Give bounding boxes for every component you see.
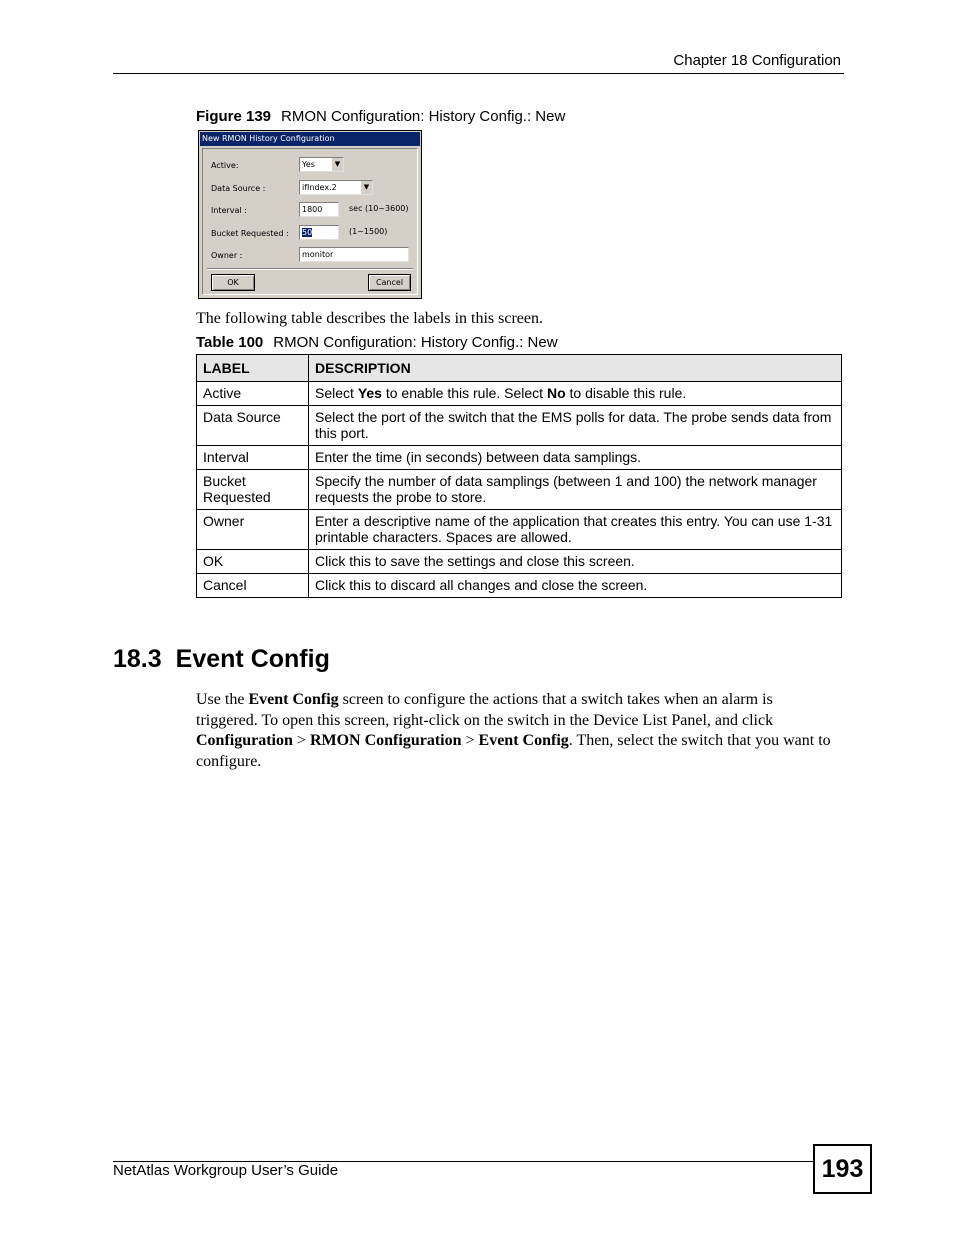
row-label: Owner <box>197 510 309 550</box>
row-label: OK <box>197 550 309 574</box>
owner-label: Owner : <box>211 251 243 260</box>
dialog-separator <box>207 268 413 270</box>
table-row <box>197 470 842 510</box>
table-row <box>197 574 842 598</box>
para-text: > <box>292 732 310 749</box>
bucket-requested-hint: (1~1500) <box>349 227 388 236</box>
table-label: Table 100 <box>196 334 264 351</box>
row-description: Click this to discard all changes and close the screen. <box>309 574 842 598</box>
table-header-row <box>197 355 842 382</box>
table-row <box>197 510 842 550</box>
table-row <box>197 406 842 446</box>
ok-button[interactable]: OK <box>211 274 255 291</box>
para-bold: Event Config <box>478 732 569 749</box>
chevron-down-icon[interactable]: ▼ <box>360 181 372 194</box>
row-label: Bucket Requested <box>197 470 309 510</box>
row-label: Interval <box>197 446 309 470</box>
bucket-requested-label: Bucket Requested : <box>211 229 289 238</box>
section-paragraph <box>196 690 836 772</box>
bucket-requested-input[interactable] <box>299 225 339 240</box>
para-bold: Event Config <box>248 691 339 708</box>
interval-input[interactable]: 1800 <box>299 202 339 217</box>
desc-text: Select <box>315 385 358 401</box>
active-select[interactable] <box>299 157 344 172</box>
desc-text: to enable this rule. Select <box>381 385 547 401</box>
para-bold: Configuration <box>196 732 293 749</box>
section-heading <box>113 645 330 674</box>
bucket-requested-value: 50 <box>302 228 313 237</box>
table-caption <box>196 334 558 351</box>
data-source-select[interactable] <box>299 180 373 195</box>
para-text: > <box>461 732 479 749</box>
page-number: 193 <box>813 1144 872 1194</box>
figure-title: RMON Configuration: History Config.: New <box>281 108 566 125</box>
interval-hint: sec (10~3600) <box>349 204 409 213</box>
desc-text: to disable this rule. <box>565 385 687 401</box>
figure-label: Figure 139 <box>196 108 272 125</box>
active-select-value: Yes <box>302 160 315 169</box>
header-rule <box>113 73 844 74</box>
row-description: Enter a descriptive name of the application that creates this entry. You can use 1-31 printable characters. Spaces are allowed. <box>309 510 842 550</box>
para-text: screen to configure the actions that a switch takes when an alarm is triggered. To open this screen, right-click on the switch in the Device List Panel, and click <box>196 691 774 729</box>
row-description: Enter the time (in seconds) between data samplings. <box>309 446 842 470</box>
dialog-body <box>202 148 418 295</box>
row-label: Active <box>197 382 309 406</box>
figure-caption <box>196 108 565 125</box>
row-label: Data Source <box>197 406 309 446</box>
running-header: Chapter 18 Configuration <box>673 52 841 69</box>
table-row <box>197 446 842 470</box>
section-number: 18.3 <box>113 645 162 673</box>
active-label: Active: <box>211 161 239 170</box>
footer-guide-title: NetAtlas Workgroup User’s Guide <box>113 1162 339 1179</box>
table-title: RMON Configuration: History Config.: New <box>273 334 558 351</box>
cancel-button[interactable]: Cancel <box>368 274 411 291</box>
owner-input[interactable]: monitor <box>299 247 409 262</box>
para-text: . Then, select the switch that you want to configure. <box>196 732 831 770</box>
row-label: Cancel <box>197 574 309 598</box>
row-description: Specify the number of data samplings (between 1 and 100) the network manager requests the probe to store. <box>309 470 842 510</box>
chevron-down-icon[interactable]: ▼ <box>331 158 343 171</box>
data-source-select-value: ifIndex.2 <box>302 183 337 192</box>
table-row <box>197 382 842 406</box>
row-description <box>309 382 842 406</box>
desc-bold: No <box>546 385 566 401</box>
dialog-title-bar: New RMON History Configuration <box>200 132 420 146</box>
labels-table <box>196 354 842 598</box>
interval-label: Interval : <box>211 206 247 215</box>
para-text: Use the <box>196 691 249 708</box>
rmon-history-dialog <box>198 130 422 299</box>
table-row <box>197 550 842 574</box>
intro-text: The following table describes the labels in this screen. <box>196 310 544 327</box>
row-description: Select the port of the switch that the EMS polls for data. The probe sends data from this port. <box>309 406 842 446</box>
row-description: Click this to save the settings and close this screen. <box>309 550 842 574</box>
column-header-label: LABEL <box>197 355 309 382</box>
desc-bold: Yes <box>357 385 382 401</box>
data-source-label: Data Source : <box>211 184 266 193</box>
section-title: Event Config <box>175 645 330 673</box>
para-bold: RMON Configuration <box>309 732 462 749</box>
column-header-description: DESCRIPTION <box>309 355 842 382</box>
